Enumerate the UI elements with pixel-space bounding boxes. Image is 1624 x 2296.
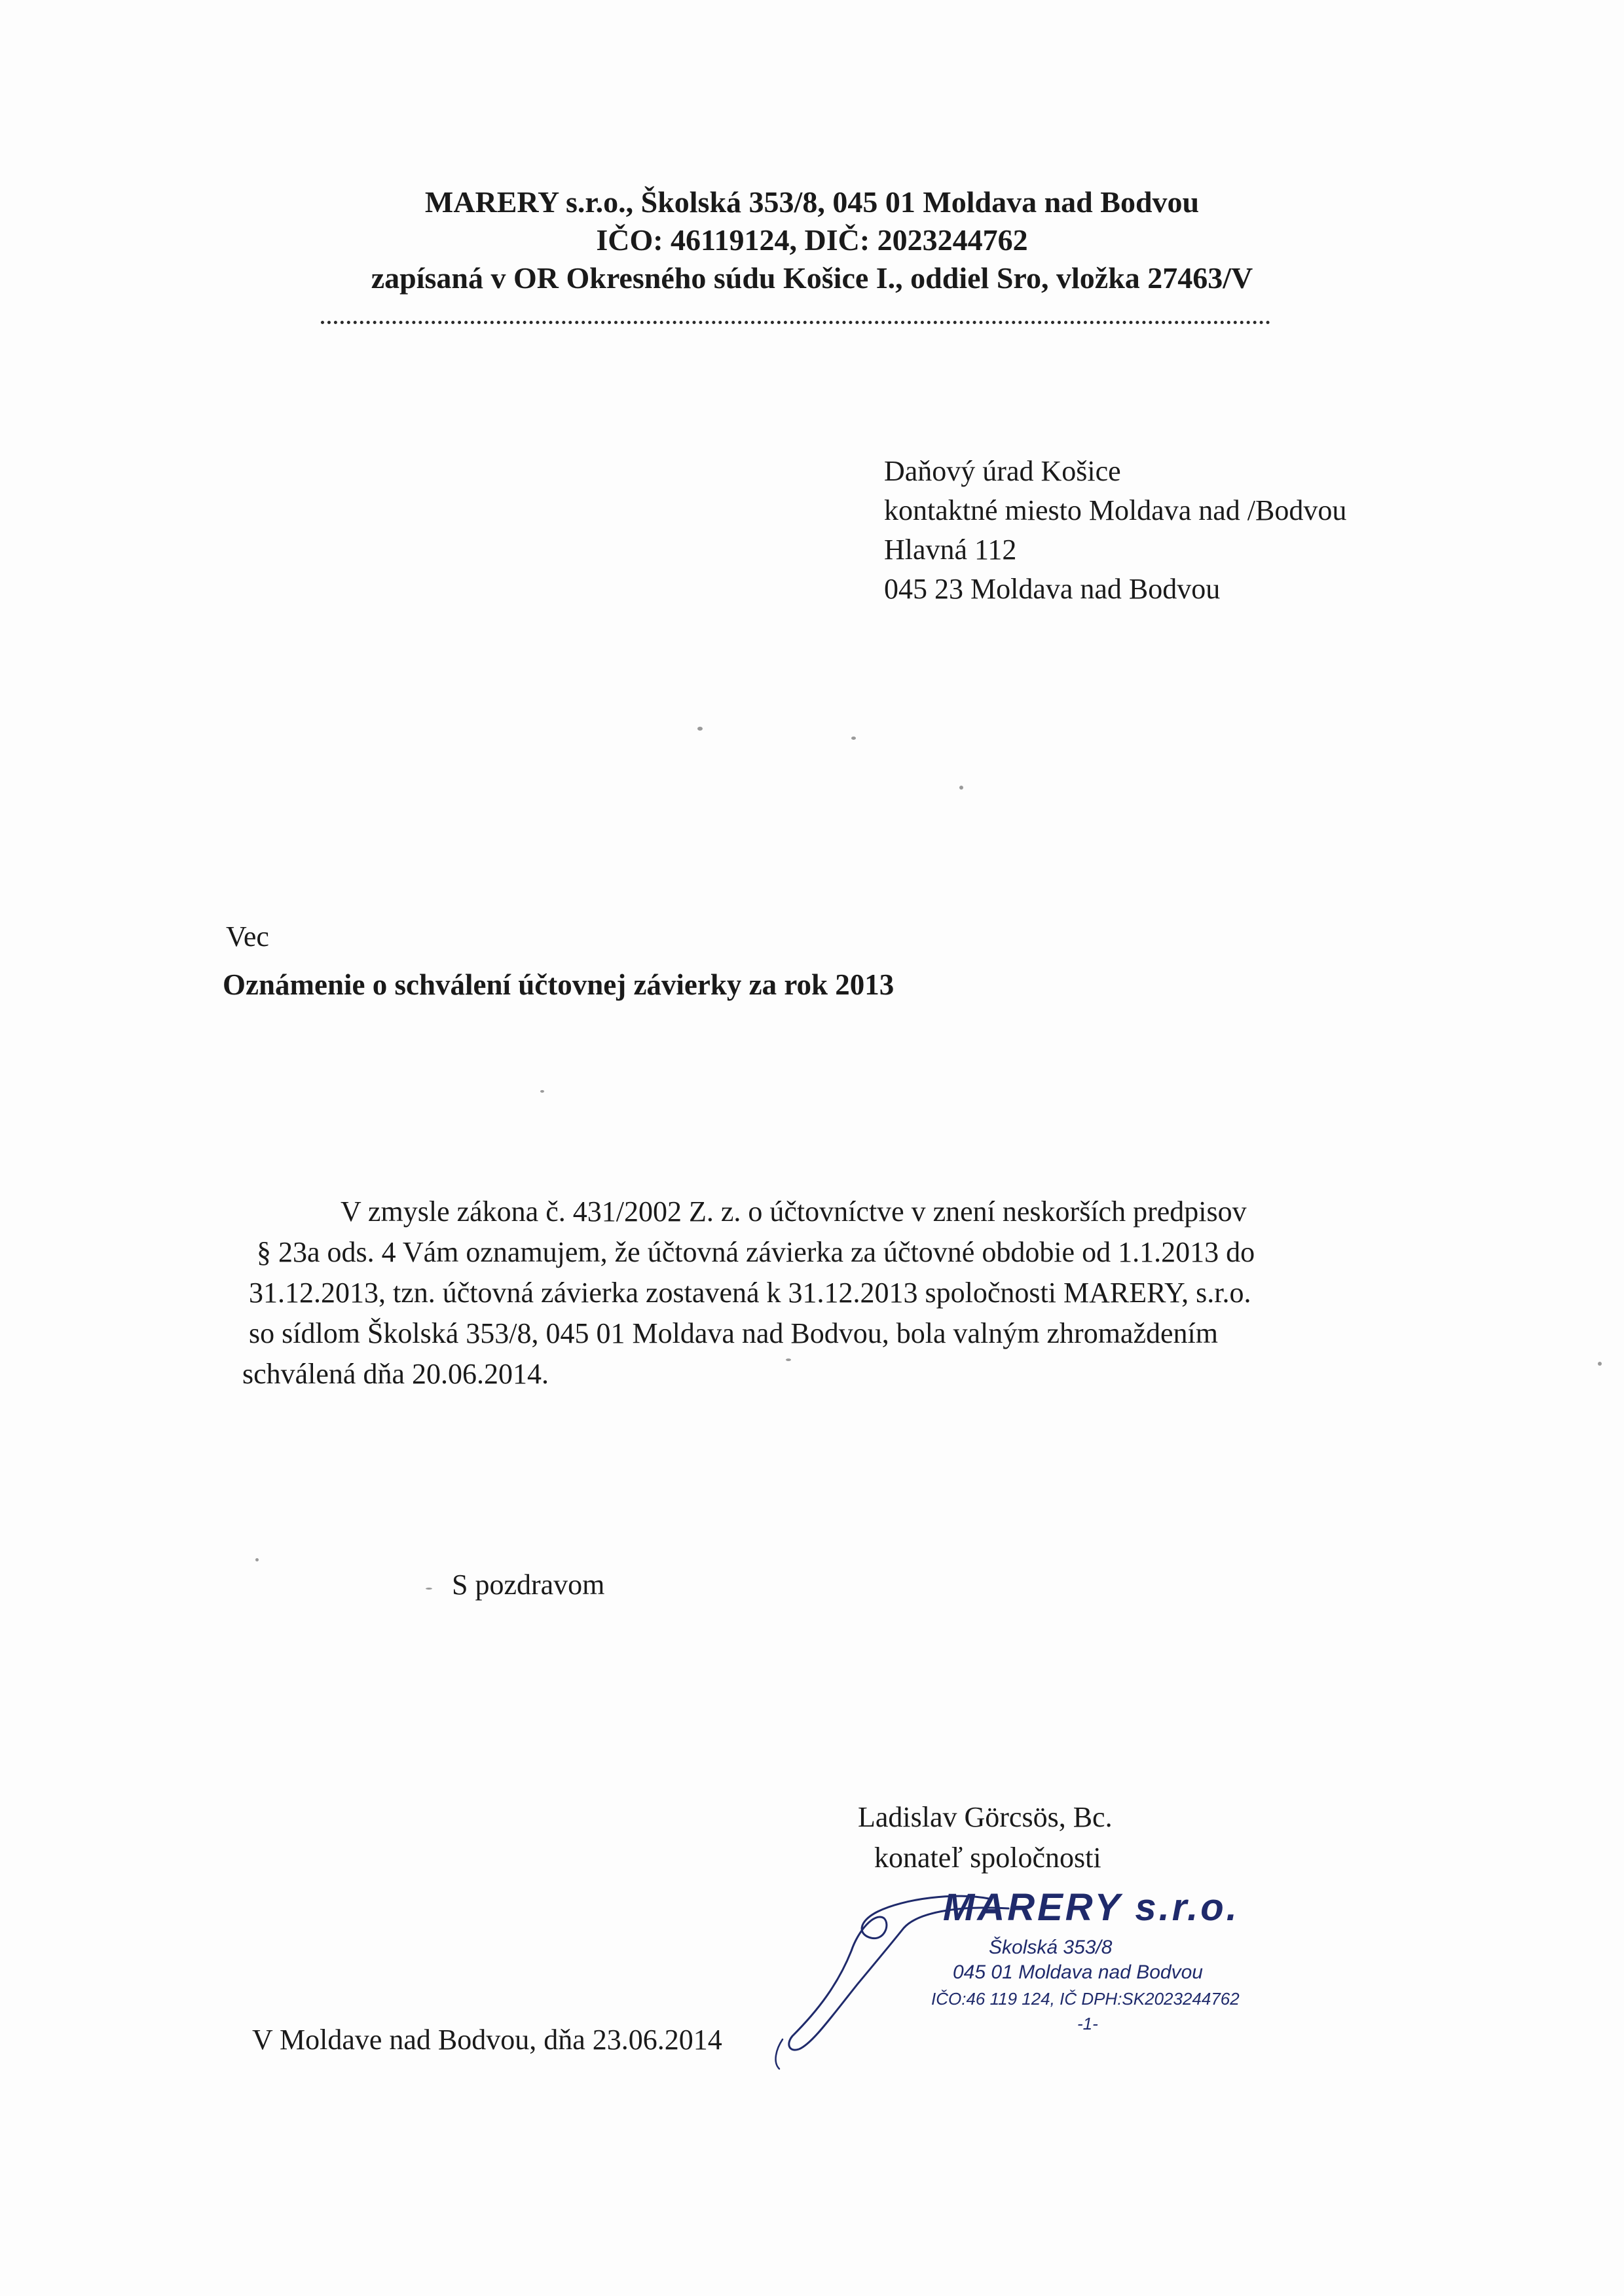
letterhead bbox=[0, 183, 1624, 297]
handwritten-signature bbox=[760, 1872, 1035, 2082]
letterhead-company-address: MARERY s.r.o., Školská 353/8, 045 01 Moldava nad Bodvou bbox=[424, 185, 1200, 219]
signer-name: Ladislav Görcsös, Bc. bbox=[858, 1801, 1113, 1833]
body-line: so sídlom Školská 353/8, 045 01 Moldava nad Bodvou, bola valným zhromaždením bbox=[249, 1317, 1218, 1349]
scan-speck bbox=[697, 727, 703, 731]
letterhead-divider bbox=[321, 321, 1270, 324]
subject-label: Vec bbox=[226, 920, 269, 953]
recipient-line: Hlavná 112 bbox=[884, 534, 1017, 566]
body-paragraph bbox=[242, 1192, 1460, 1394]
body-line: schválená dňa 20.06.2014. bbox=[242, 1358, 549, 1390]
place-and-date: V Moldave nad Bodvou, dňa 23.06.2014 bbox=[252, 2024, 722, 2056]
letterhead-registration: zapísaná v OR Okresného súdu Košice I., oddiel Sro, vložka 27463/V bbox=[371, 261, 1253, 295]
recipient-line: kontaktné miesto Moldava nad /Bodvou bbox=[884, 494, 1347, 526]
stamp-ids: IČO:46 119 124, IČ DPH:SK2023244762 bbox=[931, 1989, 1240, 2009]
letterhead-ids: IČO: 46119124, DIČ: 2023244762 bbox=[596, 223, 1028, 257]
stamp-page-number: -1- bbox=[1077, 2014, 1098, 2033]
body-line: 31.12.2013, tzn. účtovná závierka zostavená k 31.12.2013 spoločnosti MARERY, s.r.o. bbox=[249, 1277, 1251, 1309]
scan-speck bbox=[540, 1090, 544, 1093]
scan-speck bbox=[426, 1588, 432, 1590]
recipient-address bbox=[884, 452, 1346, 609]
scan-speck bbox=[959, 786, 963, 790]
stamp-company-name: MARERY s.r.o. bbox=[943, 1886, 1240, 1929]
scan-speck bbox=[1598, 1362, 1602, 1366]
recipient-line: 045 23 Moldava nad Bodvou bbox=[884, 573, 1221, 605]
greeting: S pozdravom bbox=[452, 1569, 605, 1601]
body-line: § 23a ods. 4 Vám oznamujem, že účtovná závierka za účtovné obdobie od 1.1.2013 do bbox=[257, 1236, 1255, 1268]
stamp-city: 045 01 Moldava nad Bodvou bbox=[953, 1961, 1203, 1983]
subject-title: Oznámenie o schválení účtovnej závierky za rok 2013 bbox=[223, 968, 895, 1001]
recipient-line: Daňový úrad Košice bbox=[884, 455, 1121, 487]
body-line: V zmysle zákona č. 431/2002 Z. z. o účtovníctve v znení neskorších predpisov bbox=[341, 1195, 1247, 1228]
scan-speck bbox=[255, 1558, 259, 1561]
stamp-street: Školská 353/8 bbox=[989, 1937, 1113, 1958]
signer-role: konateľ spoločnosti bbox=[874, 1842, 1101, 1874]
scan-speck bbox=[851, 737, 856, 740]
scan-speck bbox=[786, 1358, 791, 1361]
signer-block bbox=[858, 1797, 1113, 1878]
